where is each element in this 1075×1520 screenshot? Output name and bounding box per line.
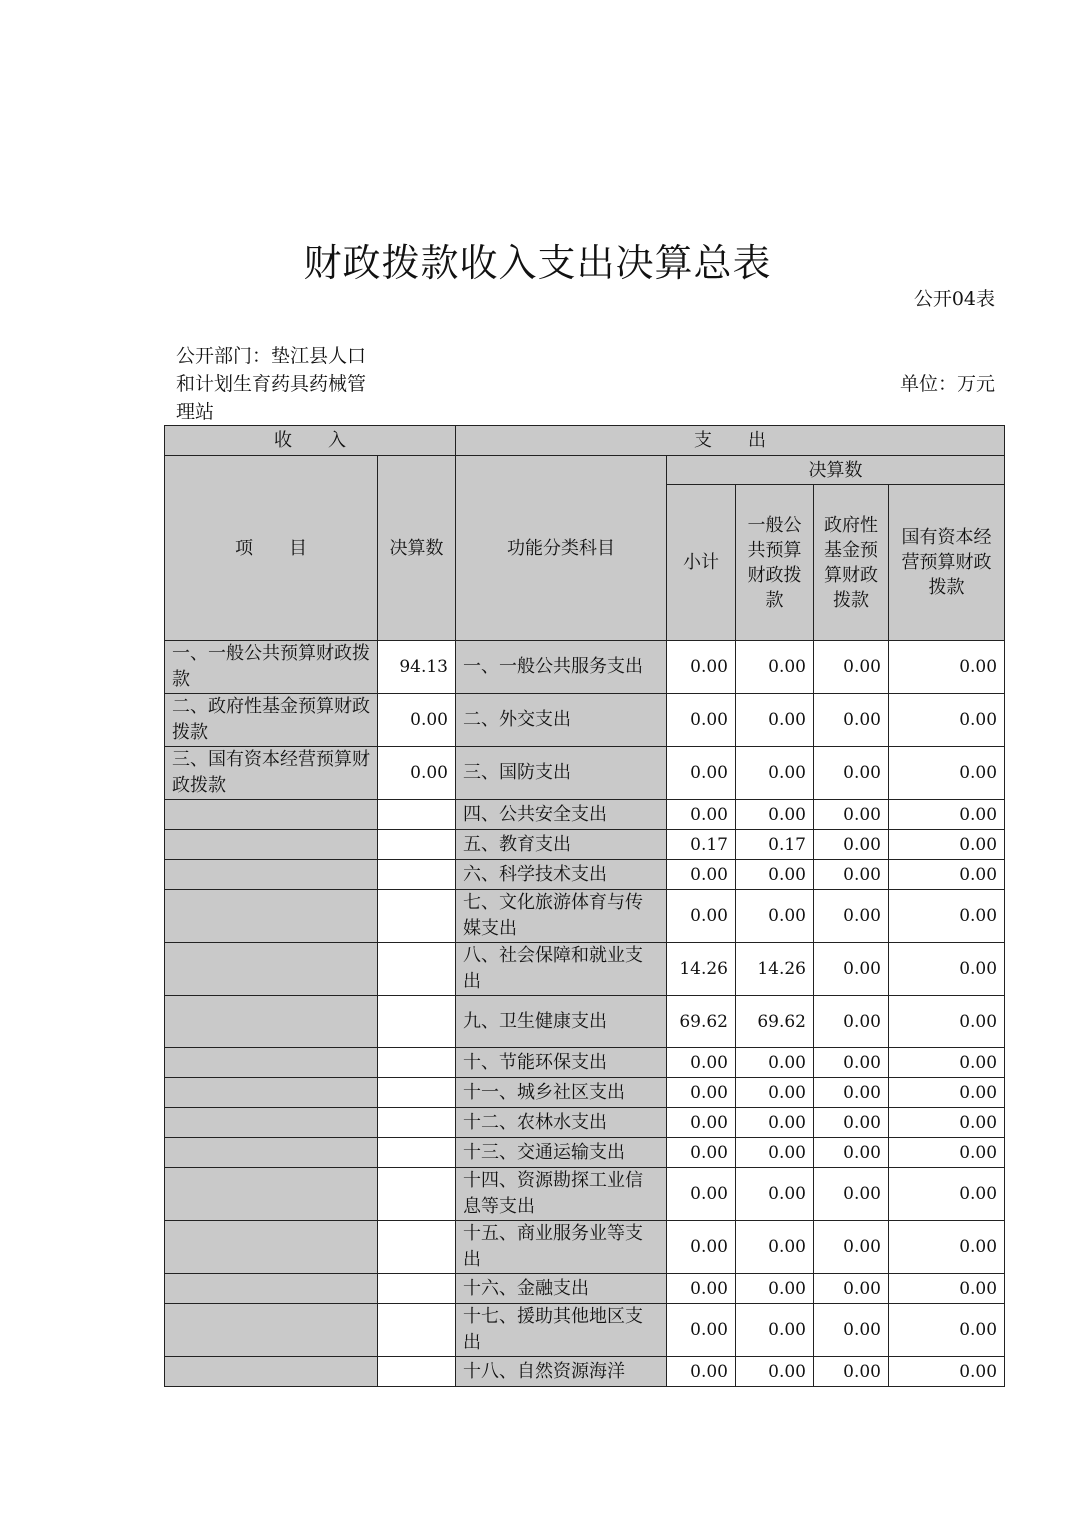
income-amount-cell	[378, 1168, 456, 1221]
income-amount-cell	[378, 1304, 456, 1357]
gov-fund-cell: 0.00	[814, 1138, 889, 1168]
gov-fund-cell: 0.00	[814, 830, 889, 860]
subtotal-cell: 0.00	[667, 747, 736, 800]
state-capital-header: 国有资本经营预算财政拨款	[889, 485, 1005, 641]
state-capital-cell: 0.00	[889, 694, 1005, 747]
income-item-cell	[165, 1168, 378, 1221]
general-budget-cell: 0.00	[736, 800, 814, 830]
gov-fund-cell: 0.00	[814, 1078, 889, 1108]
state-capital-cell: 0.00	[889, 641, 1005, 694]
income-amount-cell	[378, 1048, 456, 1078]
expense-item-cell: 十三、交通运输支出	[456, 1138, 667, 1168]
header-row-2	[165, 456, 1005, 485]
income-item-cell	[165, 890, 378, 943]
table-row	[165, 1108, 1005, 1138]
expense-item-cell: 八、社会保障和就业支出	[456, 943, 667, 996]
income-item-cell	[165, 1357, 378, 1387]
department-label: 公开部门：垫江县人口和计划生育药具药械管理站	[176, 345, 367, 423]
state-capital-cell: 0.00	[889, 1138, 1005, 1168]
state-capital-cell: 0.00	[889, 890, 1005, 943]
income-item-cell	[165, 1138, 378, 1168]
subtotal-cell: 0.00	[667, 860, 736, 890]
state-capital-cell: 0.00	[889, 1221, 1005, 1274]
general-budget-cell: 0.00	[736, 1108, 814, 1138]
state-capital-cell: 0.00	[889, 996, 1005, 1048]
expense-item-cell: 十一、城乡社区支出	[456, 1078, 667, 1108]
expense-item-cell: 十七、援助其他地区支出	[456, 1304, 667, 1357]
expense-item-cell: 十、节能环保支出	[456, 1048, 667, 1078]
expense-item-cell: 七、文化旅游体育与传媒支出	[456, 890, 667, 943]
income-amount-cell	[378, 1078, 456, 1108]
subtotal-cell: 0.00	[667, 694, 736, 747]
general-budget-cell: 0.00	[736, 1078, 814, 1108]
subtotal-cell: 0.00	[667, 1048, 736, 1078]
income-item-cell	[165, 860, 378, 890]
table-row	[165, 694, 1005, 747]
income-amount-cell	[378, 1357, 456, 1387]
expense-item-cell: 五、教育支出	[456, 830, 667, 860]
expense-item-cell: 十六、金融支出	[456, 1274, 667, 1304]
income-item-cell	[165, 1048, 378, 1078]
table-row	[165, 1048, 1005, 1078]
table-row	[165, 1304, 1005, 1357]
subtotal-cell: 0.00	[667, 1357, 736, 1387]
amount-header: 决算数	[378, 456, 456, 641]
state-capital-cell: 0.00	[889, 1048, 1005, 1078]
gov-fund-cell: 0.00	[814, 641, 889, 694]
state-capital-cell: 0.00	[889, 1108, 1005, 1138]
subtotal-cell: 0.00	[667, 890, 736, 943]
state-capital-cell: 0.00	[889, 1168, 1005, 1221]
gov-fund-cell: 0.00	[814, 943, 889, 996]
subtotal-cell: 0.00	[667, 1304, 736, 1357]
income-amount-cell	[378, 860, 456, 890]
general-budget-cell: 14.26	[736, 943, 814, 996]
general-budget-cell: 0.00	[736, 641, 814, 694]
state-capital-cell: 0.00	[889, 830, 1005, 860]
general-budget-header: 一般公共预算财政拨款	[736, 485, 814, 641]
subtotal-cell: 0.00	[667, 1221, 736, 1274]
income-item-cell	[165, 943, 378, 996]
state-capital-cell: 0.00	[889, 1078, 1005, 1108]
income-item-cell: 一、一般公共预算财政拨款	[165, 641, 378, 694]
gov-fund-cell: 0.00	[814, 1221, 889, 1274]
table-row	[165, 1138, 1005, 1168]
expense-header: 支 出	[456, 426, 1005, 456]
income-amount-cell	[378, 830, 456, 860]
general-budget-cell: 0.00	[736, 1221, 814, 1274]
table-row	[165, 747, 1005, 800]
table-row	[165, 800, 1005, 830]
subtotal-cell: 0.00	[667, 1138, 736, 1168]
table-row	[165, 1168, 1005, 1221]
expense-item-cell: 六、科学技术支出	[456, 860, 667, 890]
general-budget-cell: 69.62	[736, 996, 814, 1048]
general-budget-cell: 0.00	[736, 890, 814, 943]
income-amount-cell: 94.13	[378, 641, 456, 694]
income-amount-cell	[378, 1221, 456, 1274]
state-capital-cell: 0.00	[889, 860, 1005, 890]
function-class-header: 功能分类科目	[456, 456, 667, 641]
gov-fund-cell: 0.00	[814, 1357, 889, 1387]
income-item-cell	[165, 1304, 378, 1357]
subtotal-cell: 14.26	[667, 943, 736, 996]
table-row	[165, 890, 1005, 943]
table-row	[165, 1221, 1005, 1274]
expense-item-cell: 十五、商业服务业等支出	[456, 1221, 667, 1274]
item-header: 项 目	[165, 456, 378, 641]
expense-item-cell: 一、一般公共服务支出	[456, 641, 667, 694]
subtotal-cell: 0.00	[667, 1078, 736, 1108]
table-row	[165, 1357, 1005, 1387]
form-number: 公开04表	[913, 288, 995, 310]
general-budget-cell: 0.00	[736, 1168, 814, 1221]
expense-item-cell: 十四、资源勘探工业信息等支出	[456, 1168, 667, 1221]
state-capital-cell: 0.00	[889, 1357, 1005, 1387]
state-capital-cell: 0.00	[889, 1274, 1005, 1304]
gov-fund-cell: 0.00	[814, 800, 889, 830]
income-item-cell	[165, 1274, 378, 1304]
gov-fund-header: 政府性基金预算财政拨款	[814, 485, 889, 641]
general-budget-cell: 0.00	[736, 747, 814, 800]
general-budget-cell: 0.00	[736, 1357, 814, 1387]
subtotal-cell: 0.00	[667, 1274, 736, 1304]
general-budget-cell: 0.00	[736, 1138, 814, 1168]
income-amount-cell	[378, 800, 456, 830]
gov-fund-cell: 0.00	[814, 890, 889, 943]
expense-item-cell: 十二、农林水支出	[456, 1108, 667, 1138]
page-title: 财政拨款收入支出决算总表	[303, 241, 772, 285]
state-capital-cell: 0.00	[889, 1304, 1005, 1357]
subtotal-cell: 0.00	[667, 1168, 736, 1221]
income-amount-cell	[378, 1274, 456, 1304]
income-item-cell: 三、国有资本经营预算财政拨款	[165, 747, 378, 800]
subtotal-cell: 69.62	[667, 996, 736, 1048]
unit-label: 单位：万元	[899, 373, 995, 395]
general-budget-cell: 0.00	[736, 860, 814, 890]
state-capital-cell: 0.00	[889, 943, 1005, 996]
gov-fund-cell: 0.00	[814, 1108, 889, 1138]
expense-item-cell: 十八、自然资源海洋	[456, 1357, 667, 1387]
budget-table	[164, 425, 1005, 1387]
gov-fund-cell: 0.00	[814, 860, 889, 890]
income-item-cell	[165, 800, 378, 830]
income-amount-cell	[378, 943, 456, 996]
expense-item-cell: 九、卫生健康支出	[456, 996, 667, 1048]
table-row	[165, 1078, 1005, 1108]
subtotal-cell: 0.00	[667, 641, 736, 694]
table-row	[165, 943, 1005, 996]
income-item-cell	[165, 1108, 378, 1138]
general-budget-cell: 0.17	[736, 830, 814, 860]
gov-fund-cell: 0.00	[814, 996, 889, 1048]
income-item-cell	[165, 1221, 378, 1274]
subtotal-cell: 0.00	[667, 800, 736, 830]
state-capital-cell: 0.00	[889, 747, 1005, 800]
table-row	[165, 996, 1005, 1048]
income-amount-cell: 0.00	[378, 747, 456, 800]
income-amount-cell	[378, 1108, 456, 1138]
gov-fund-cell: 0.00	[814, 1168, 889, 1221]
general-budget-cell: 0.00	[736, 1274, 814, 1304]
income-amount-cell	[378, 996, 456, 1048]
gov-fund-cell: 0.00	[814, 694, 889, 747]
income-item-cell	[165, 830, 378, 860]
table-body	[165, 426, 1005, 1387]
expense-item-cell: 四、公共安全支出	[456, 800, 667, 830]
expense-item-cell: 二、外交支出	[456, 694, 667, 747]
expense-item-cell: 三、国防支出	[456, 747, 667, 800]
table-row	[165, 1274, 1005, 1304]
income-item-cell: 二、政府性基金预算财政拨款	[165, 694, 378, 747]
state-capital-cell: 0.00	[889, 800, 1005, 830]
subtotal-cell: 0.00	[667, 1108, 736, 1138]
final-amount-header: 决算数	[667, 456, 1005, 485]
header-row-1	[165, 426, 1005, 456]
table-row	[165, 830, 1005, 860]
table-row	[165, 860, 1005, 890]
gov-fund-cell: 0.00	[814, 1274, 889, 1304]
general-budget-cell: 0.00	[736, 1304, 814, 1357]
subtotal-header: 小计	[667, 485, 736, 641]
gov-fund-cell: 0.00	[814, 1048, 889, 1078]
income-item-cell	[165, 1078, 378, 1108]
general-budget-cell: 0.00	[736, 1048, 814, 1078]
income-amount-cell	[378, 890, 456, 943]
income-item-cell	[165, 996, 378, 1048]
table-row	[165, 641, 1005, 694]
income-amount-cell	[378, 1138, 456, 1168]
income-header: 收 入	[165, 426, 456, 456]
subtotal-cell: 0.17	[667, 830, 736, 860]
gov-fund-cell: 0.00	[814, 747, 889, 800]
general-budget-cell: 0.00	[736, 694, 814, 747]
income-amount-cell: 0.00	[378, 694, 456, 747]
gov-fund-cell: 0.00	[814, 1304, 889, 1357]
